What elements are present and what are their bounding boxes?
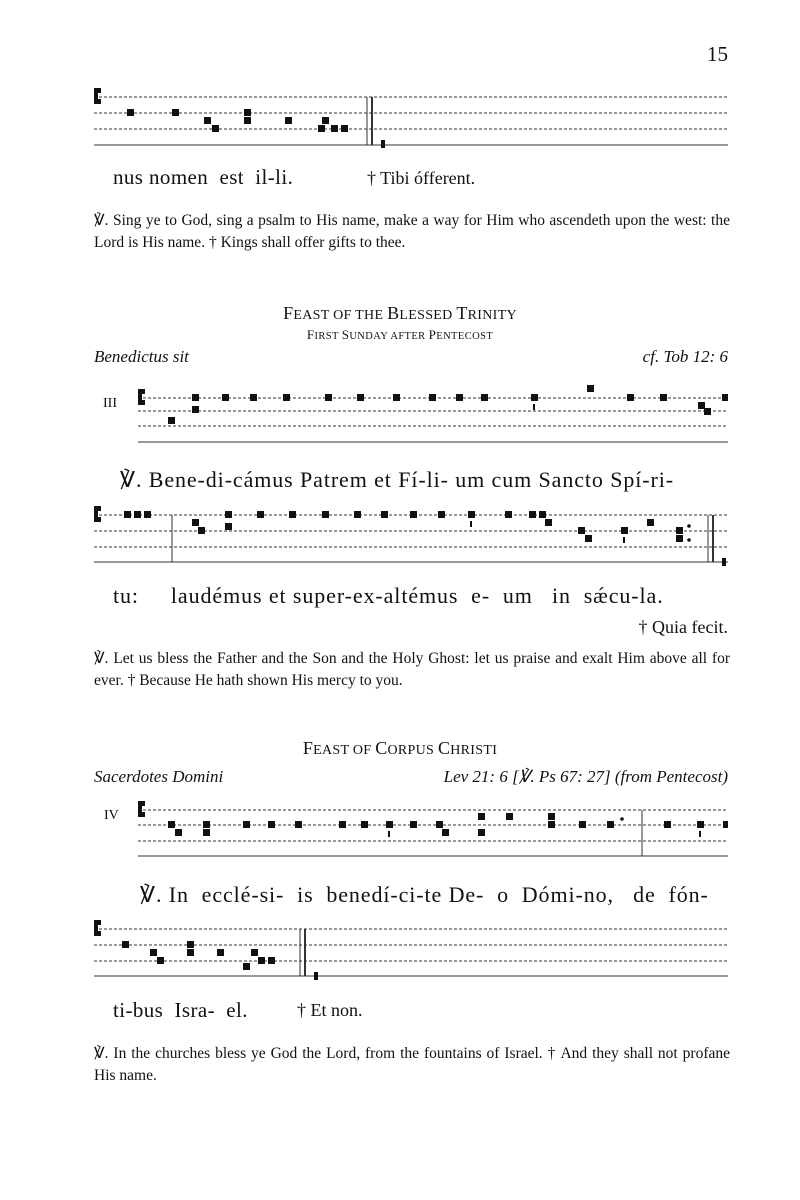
scripture-source: cf. Tob 12: 6 (642, 347, 728, 366)
chant-staff-1 (0, 80, 800, 160)
chant-staff-3 (0, 498, 800, 578)
c-clef-icon (94, 920, 101, 936)
c-clef-icon (94, 506, 101, 522)
chant-staff-5 (0, 912, 800, 992)
lyrics-line: nus nomen est il-li. (113, 165, 294, 189)
translation: ℣. In the churches bless ye God the Lord, from the fountains of Israel. † And they shall not profane His name. (94, 1045, 730, 1084)
c-clef-icon (138, 801, 145, 817)
cue-text: † Et non. (297, 1000, 363, 1020)
mode-number: IV (104, 808, 119, 823)
feast-title: FEAST OF CORPUS CHRISTI (302, 738, 498, 758)
mode-number: III (103, 396, 117, 411)
cue-text: † Tibi ófferent. (367, 168, 476, 188)
chant-staff-2 (0, 380, 800, 450)
scripture-source: Lev 21: 6 [℣. Ps 67: 27] (from Pentecost) (443, 767, 728, 786)
feast-subtitle: FIRST SUNDAY AFTER PENTECOST (306, 327, 494, 342)
chant-incipit: Benedictus sit (94, 347, 189, 366)
cue-text: † Quia fecit. (638, 617, 728, 637)
c-clef-icon (94, 88, 101, 104)
c-clef-icon (138, 389, 145, 405)
feast-title: FEAST OF THE BLESSED TRINITY (283, 303, 517, 323)
translation: ℣. Let us bless the Father and the Son and the Holy Ghost: let us praise and exalt Him above all for ever. † Because He hath shown His mercy to you. (94, 650, 730, 689)
lyrics-line: ti-bus Isra- el. (113, 998, 248, 1022)
lyrics-line: ℣. Bene-di-cámus Patrem et Fí-li- um cum Sancto Spí-ri- (120, 467, 674, 492)
lyrics-line: ℣. In ecclé-si- is benedí-ci-te De- o Dómi-no, de fón- (140, 882, 709, 907)
page-number: 15 (707, 42, 728, 66)
chant-staff-4 (0, 792, 800, 862)
lyrics-line: tu: laudémus et super-ex-altémus e- um in sǽcu-la. (113, 583, 664, 608)
chant-incipit: Sacerdotes Domini (94, 767, 224, 786)
translation: ℣. Sing ye to God, sing a psalm to His name, make a way for Him who ascendeth upon the west: the Lord is His name. † Kings shall offer gifts to thee. (94, 212, 730, 251)
